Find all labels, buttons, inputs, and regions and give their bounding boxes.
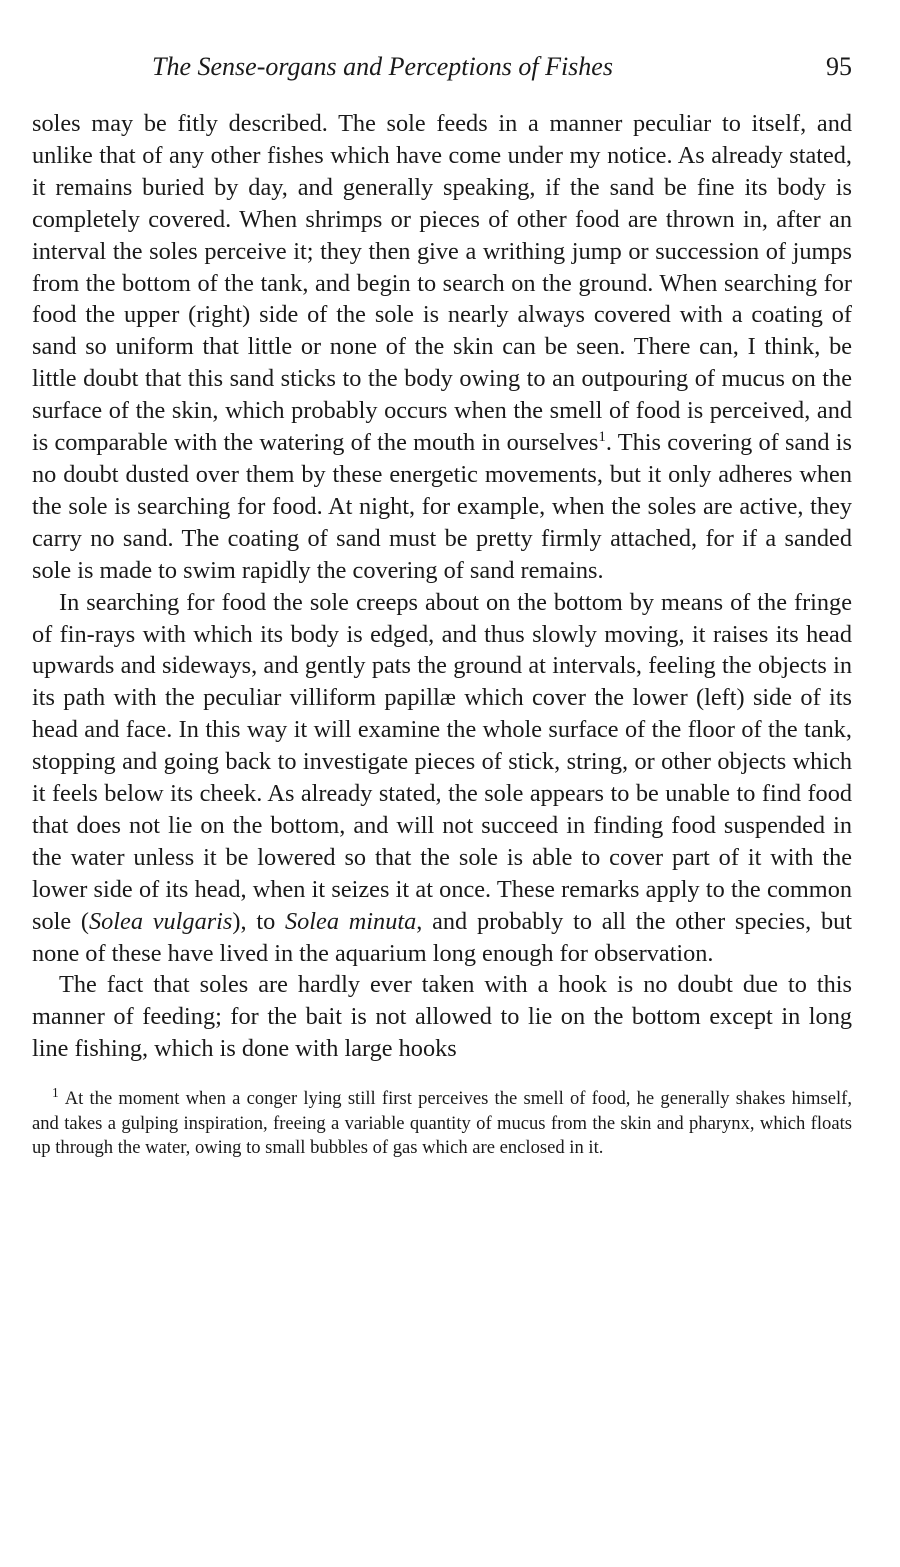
footnote-marker: 1 (52, 1085, 59, 1100)
footnote-reference: 1 (598, 428, 606, 445)
footnote-1 (32, 1087, 852, 1161)
paragraph-1 (32, 108, 852, 587)
running-title: The Sense-organs and Perceptions of Fishes (152, 52, 613, 81)
paragraph-3-text: The fact that soles are hardly ever taken with a hook is no doubt due to this manner of feeding; for the bait is not allowed to lie on the bottom except in long line fishing, which is done with large hooks (32, 971, 852, 1063)
page (32, 52, 852, 1161)
species-name: Solea vulgaris (89, 907, 233, 935)
paragraph-1-part-a: soles may be fitly described. The sole feeds in a manner peculiar to itself, and unlike that of any other fishes which have come under my notice. As already stated, it remains buried by day, and generally speaking, if the sand be fine its body is completely covered. When shrimps or pieces of other food are thrown in, after an interval the soles perceive it; they then give a writhing jump or succession of jumps from the bottom of the tank, and begin to search on the ground. When searching for food the upper (right) side of the sole is nearly always covered with a coating of sand so uniform that little or none of the skin can be seen. There can, I think, be little doubt that this sand sticks to the body owing to an outpouring of mucus on the surface of the skin, which probably occurs when the smell of food is perceived, and is comparable with the watering of the mouth in ourselves (32, 110, 852, 457)
footnotes (32, 1087, 852, 1161)
paragraph-3 (32, 969, 852, 1065)
species-name: Solea minuta (285, 907, 417, 935)
paragraph-2-part-b: ), to (232, 907, 285, 935)
paragraph-2-part-a: In searching for food the sole creeps about on the bottom by means of the fringe of fin-rays with which its body is edged, and thus slowly moving, it raises its head upwards and sideways, and gently pats the ground at intervals, feeling the objects in its path with the peculiar villiform papillæ which cover the lower (left) side of its head and face. In this way it will examine the whole surface of the floor of the tank, stopping and going back to investigate pieces of stick, string, or other objects which it feels below its cheek. As already stated, the sole appears to be unable to find food that does not lie on the bottom, and will not succeed in finding food suspended in the water unless it be lowered so that the sole is able to cover part of it with the lower side of its head, when it seizes it at once. These remarks apply to the common sole ( (32, 588, 852, 935)
paragraph-2 (32, 587, 852, 970)
body-text (32, 96, 852, 1065)
page-number: 95 (826, 52, 852, 81)
footnote-text: At the moment when a conger lying still first perceives the smell of food, he generally shakes himself, and takes a gulping inspiration, freeing a variable quantity of mucus from the skin and pharynx, which floats up through the water, owing to small bubbles of gas which are enclosed in it. (32, 1088, 852, 1159)
page-header (32, 52, 852, 96)
paragraph-2-part-c: , and probably to all the other species, but none of these have lived in the aquarium long enough for observation. (32, 907, 852, 967)
paragraph-1-part-b: . This covering of sand is no doubt dusted over them by these energetic movements, but it only adheres when the sole is searching for food. At night, for example, when the soles are active, they carry no sand. The coating of sand must be pretty firmly attached, for if a sanded sole is made to swim rapidly the covering of sand remains. (32, 429, 853, 584)
